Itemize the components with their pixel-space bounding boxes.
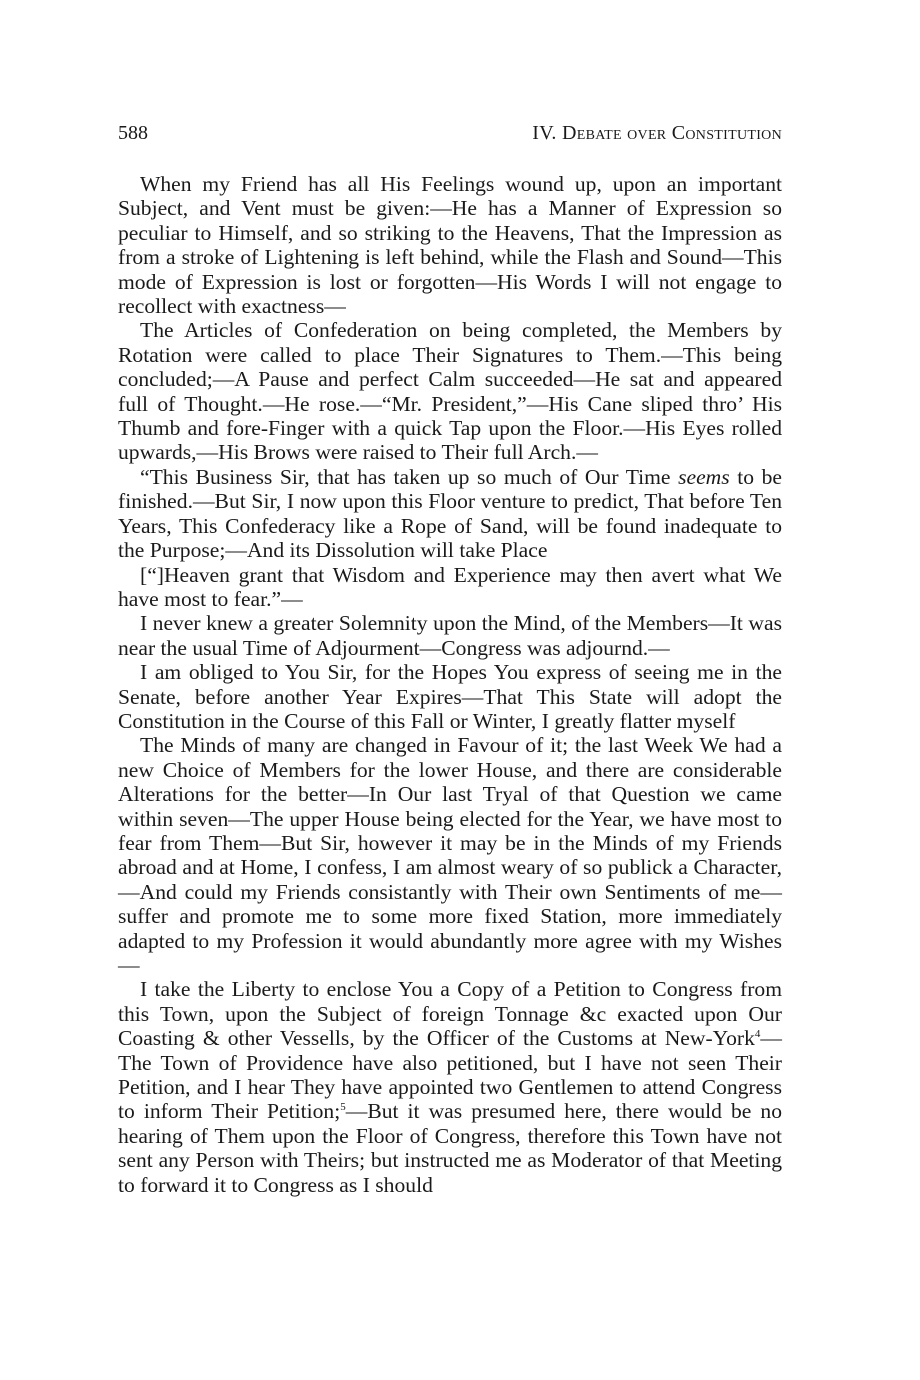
paragraph: When my Friend has all His Feelings wound up, upon an important Subject, and Vent must be given:—He has a Manner of Expression so peculiar to Himself, and so striking to the Heavens, That the Impression as from a stroke of Lightening is left behind, while the Flash and Sound—This mode of Expression is lost or forgotten—His Words I will not engage to recollect with exactness— — [118, 172, 782, 319]
footnote-ref: 5 — [340, 1101, 346, 1114]
paragraph: I never knew a greater Solemnity upon the Mind, of the Members—It was near the usual Time of Adjourment—Congress was adjournd.— — [118, 611, 782, 660]
paragraph — [118, 977, 782, 1197]
page-number: 588 — [118, 122, 148, 144]
paragraph: The Articles of Confederation on being completed, the Members by Rotation were called to place Their Signatures to Them.—This being concluded;—A Pause and perfect Calm succeeded—He sat and appeared full of Thought.—He rose.—“Mr. President,”—His Cane sliped thro’ His Thumb and fore-Finger with a quick Tap upon the Floor.—His Eyes rolled upwards,—His Brows were raised to Their full Arch.— — [118, 318, 782, 465]
body-text — [118, 172, 782, 1197]
paragraph-text: —But it was presumed here, there would be no hearing of Them upon the Floor of Congress, therefore this Town have not sent any Person with Theirs; but instructed me as Moderator of that Meeting to forward it to Congress as I should — [118, 1099, 782, 1197]
running-title: IV. Debate over Constitution — [532, 122, 782, 144]
paragraph-text: to be finished.—But Sir, I now upon this Floor venture to predict, That before Ten Years, This Confederacy like a Rope of Sand, will be found inadequate to the Purpose;—And its Dissolution will take Place — [118, 464, 782, 563]
paragraph-text: I take the Liberty to enclose You a Copy of a Petition to Congress from this Town, upon the Subject of foreign Tonnage &c exacted upon Our Coasting & other Vessells, by the Officer of the Customs at New-York — [118, 977, 782, 1051]
emphasis-text: seems — [678, 464, 730, 489]
document-page — [118, 120, 782, 1197]
paragraph-text: “This Business Sir, that has taken up so much of Our Time — [140, 464, 679, 489]
paragraph-text: —The Town of Providence have also petitioned, but I have not seen Their Petition, and I hear They have appointed two Gentlemen to attend Congress to inform Their Petition; — [118, 1026, 782, 1124]
paragraph: I am obliged to You Sir, for the Hopes You express of seeing me in the Senate, before another Year Expires—That This State will adopt the Constitution in the Course of this Fall or Winter, I greatly flatter myself — [118, 660, 782, 733]
paragraph — [118, 465, 782, 563]
paragraph: [“]Heaven grant that Wisdom and Experience may then avert what We have most to fear.”— — [118, 562, 782, 611]
paragraph: The Minds of many are changed in Favour of it; the last Week We had a new Choice of Members for the lower House, and there are considerable Alterations for the better—In Our last Tryal of that Question we came within seven—The upper House being elected for the Year, we have most to fear from Them—But Sir, however it may be in the Minds of my Friends abroad and at Home, I confess, I am almost weary of so publick a Character,—And could my Friends consistantly with Their own Sentiments of me—suffer and promote me to some more fixed Station, more immediately adapted to my Profession it would abundantly more agree with my Wishes— — [118, 733, 782, 977]
footnote-ref: 4 — [754, 1028, 761, 1041]
running-head — [118, 120, 782, 146]
